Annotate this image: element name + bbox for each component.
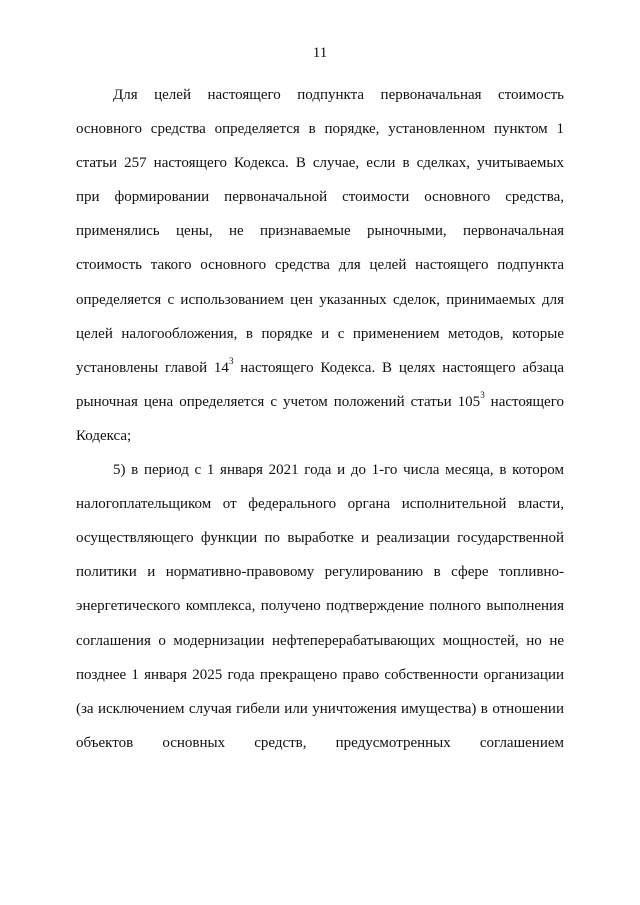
line-text: рыночная цена определяется с учетом положений статьи 105 xyxy=(76,393,481,410)
paragraph-line: позднее 1 января 2025 года прекращено право собственности организации xyxy=(76,666,564,683)
paragraph-line: энергетического комплекса, получено подтверждение полного выполнения xyxy=(76,598,564,615)
paragraph-line: целей налогообложения, в порядке и с применением методов, которые xyxy=(76,325,564,342)
paragraph-line: 5) в период с 1 января 2021 года и до 1-го числа месяца, в котором xyxy=(113,462,564,479)
paragraph-line: определяется с использованием цен указанных сделок, принимаемых для xyxy=(76,291,564,308)
line-text: настоящего Кодекса. В целях настоящего абзаца xyxy=(233,359,564,376)
paragraph-line: политики и нормативно-правовому регулированию в сфере топливно- xyxy=(76,564,564,581)
paragraph-line: статьи 257 настоящего Кодекса. В случае, если в сделках, учитываемых xyxy=(76,155,564,172)
paragraph-line: стоимость такого основного средства для целей настоящего подпункта xyxy=(76,257,564,274)
paragraph-2 xyxy=(76,453,564,760)
superscript: 3 xyxy=(480,389,485,400)
paragraph-line: соглашения о модернизации нефтеперерабатывающих мощностей, но не xyxy=(76,632,564,649)
page-number: 11 xyxy=(312,45,328,61)
paragraph-line: Кодекса; xyxy=(76,427,132,444)
paragraph-line: (за исключением случая гибели или уничтожения имущества) в отношении xyxy=(76,700,564,717)
document-body xyxy=(76,78,564,760)
paragraph-line xyxy=(76,385,564,419)
line-text: установлены главой 14 xyxy=(76,359,229,376)
line-text: настоящего xyxy=(484,393,564,410)
paragraph-line: при формировании первоначальной стоимости основного средства, xyxy=(76,189,564,206)
paragraph-line: осуществляющего функции по выработке и реализации государственной xyxy=(76,530,564,547)
paragraph-line: объектов основных средств, предусмотренных соглашением xyxy=(76,734,564,751)
paragraph-line: налогоплательщиком от федерального органа исполнительной власти, xyxy=(76,496,564,513)
paragraph-line: применялись цены, не признаваемые рыночными, первоначальная xyxy=(76,223,564,240)
superscript: 3 xyxy=(228,355,234,366)
paragraph-line xyxy=(76,351,564,385)
paragraph-line: основного средства определяется в порядке, установленном пунктом 1 xyxy=(76,121,564,138)
paragraph-line: Для целей настоящего подпункта первоначальная стоимость xyxy=(113,87,564,103)
paragraph-1 xyxy=(76,78,564,453)
